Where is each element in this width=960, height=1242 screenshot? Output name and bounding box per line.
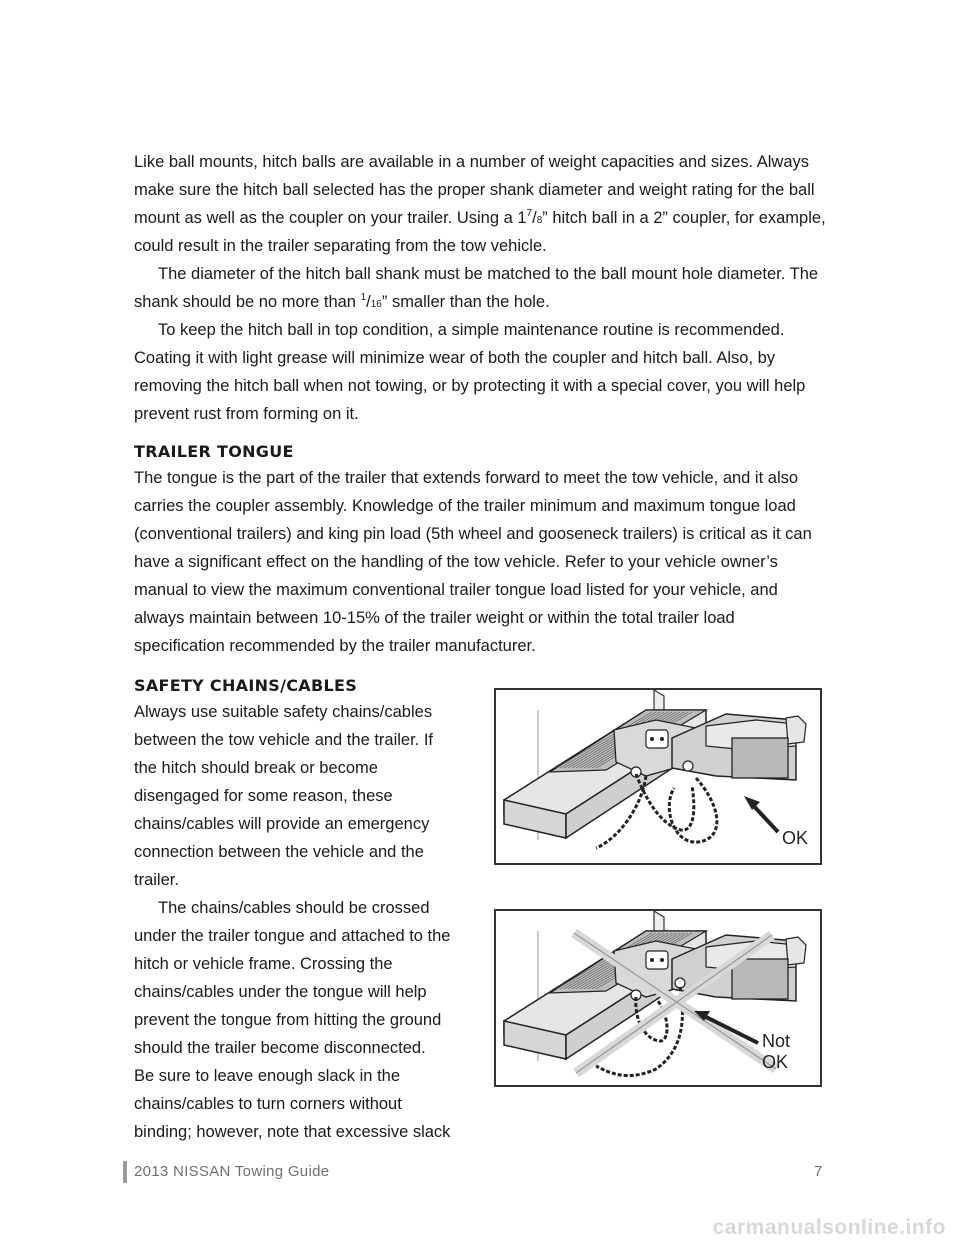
body-text-line: specification recommended by the trailer manufacturer. bbox=[134, 637, 536, 655]
body-text-line: The chains/cables should be crossed bbox=[158, 899, 430, 917]
body-text-line: manual to view the maximum conventional trailer tongue load listed for your vehicle, and bbox=[134, 581, 778, 599]
body-text-line: hitch or vehicle frame. Crossing the bbox=[134, 955, 393, 973]
body-text-line: the hitch should break or become bbox=[134, 759, 378, 777]
body-text-line: prevent the tongue from hitting the ground bbox=[134, 1011, 442, 1029]
body-text-line: connection between the vehicle and the bbox=[134, 843, 424, 861]
body-text-line: chains/cables will provide an emergency bbox=[134, 815, 430, 833]
figure-chains-ok bbox=[494, 688, 822, 865]
hitch-illustration-ok bbox=[496, 690, 820, 863]
text-fragment: mount as well as the coupler on your trailer. Using a 1 bbox=[134, 209, 527, 227]
text-fragment: shank should be no more than bbox=[134, 293, 361, 311]
page-number: 7 bbox=[814, 1163, 823, 1180]
body-text-line: should the trailer become disconnected. bbox=[134, 1039, 426, 1057]
body-text-line: To keep the hitch ball in top condition, a simple maintenance routine is recommended. bbox=[158, 321, 785, 339]
body-text-line: disengaged for some reason, these bbox=[134, 787, 393, 805]
figure-chains-not-ok bbox=[494, 909, 822, 1087]
body-text-line: could result in the trailer separating from the tow vehicle. bbox=[134, 237, 547, 255]
body-text-line: between the tow vehicle and the trailer. If bbox=[134, 731, 434, 749]
figure-label-not-ok: Not OK bbox=[762, 1031, 791, 1072]
body-text-line: Be sure to leave enough slack in the bbox=[134, 1067, 401, 1085]
body-text-line: have a significant effect on the handling of the tow vehicle. Refer to your vehicle owner’s bbox=[134, 553, 778, 571]
fraction-numerator: 7 bbox=[526, 208, 533, 219]
body-text-line: always maintain between 10-15% of the trailer weight or within the total trailer load bbox=[134, 609, 735, 627]
body-text-line: (conventional trailers) and king pin load (5th wheel and gooseneck trailers) is critical as it can bbox=[134, 525, 812, 543]
body-text-line: shank should be no more than $^1$/16” smaller than the hole. bbox=[134, 292, 550, 311]
fraction-denominator: 8 bbox=[536, 215, 543, 226]
body-text-line: mount as well as the coupler on your trailer. Using a $1^7/8$” hitch ball in a 2” coupler, for example, bbox=[134, 208, 826, 227]
footer-divider bbox=[123, 1161, 127, 1183]
body-text-line: under the trailer tongue and attached to the bbox=[134, 927, 451, 945]
section-heading-trailer-tongue: TRAILER TONGUE bbox=[134, 442, 294, 461]
footer-title: 2013 NISSAN Towing Guide bbox=[134, 1163, 330, 1180]
body-text-line: removing the hitch ball when not towing, or by protecting it with a special cover, you will help bbox=[134, 377, 806, 395]
body-text-line: chains/cables to turn corners without bbox=[134, 1095, 402, 1113]
fraction-numerator: 1 bbox=[360, 292, 367, 303]
body-text-line: Always use suitable safety chains/cables bbox=[134, 703, 433, 721]
text-fragment: ” smaller than the hole. bbox=[381, 293, 550, 311]
watermark: carmanualsonline.info bbox=[712, 1216, 946, 1239]
body-text-line: The tongue is the part of the trailer that extends forward to meet the tow vehicle, and it also bbox=[134, 469, 799, 487]
body-text-line: Like ball mounts, hitch balls are available in a number of weight capacities and sizes. Always bbox=[134, 153, 810, 171]
body-text-line: carries the coupler assembly. Knowledge of the trailer minimum and maximum tongue load bbox=[134, 497, 796, 515]
body-text-line: make sure the hitch ball selected has the proper shank diameter and weight rating for the ball bbox=[134, 181, 815, 199]
body-text-line: Coating it with light grease will minimize wear of both the coupler and hitch ball. Also, by bbox=[134, 349, 776, 367]
figure-label-ok: OK bbox=[782, 828, 809, 848]
body-text-line: trailer. bbox=[134, 871, 179, 889]
fraction-denominator: 16 bbox=[370, 299, 382, 310]
text-fragment: ” hitch ball in a 2” coupler, for example, bbox=[542, 209, 826, 227]
body-text-line: prevent rust from forming on it. bbox=[134, 405, 359, 423]
section-heading-safety-chains: SAFETY CHAINS/CABLES bbox=[134, 676, 358, 695]
body-text-line: The diameter of the hitch ball shank must be matched to the ball mount hole diameter. The bbox=[158, 265, 819, 283]
body-text-line: chains/cables under the tongue will help bbox=[134, 983, 427, 1001]
body-text-line: binding; however, note that excessive slack bbox=[134, 1123, 451, 1141]
